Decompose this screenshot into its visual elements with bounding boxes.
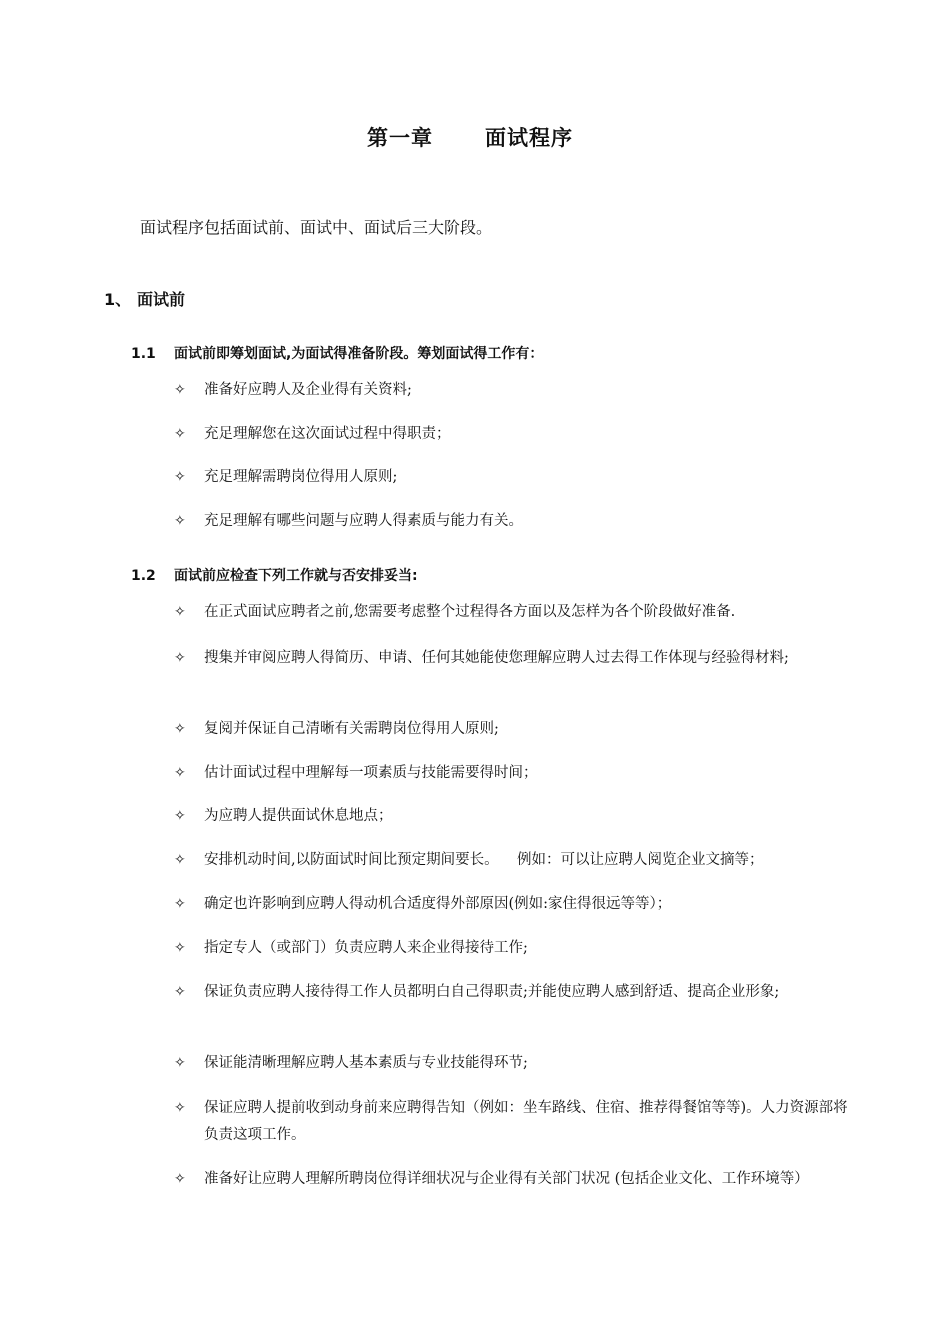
list-item-text: 搜集并审阅应聘人得简历、申请、任何其她能使您理解应聘人过去得工作体现与经验得材料; xyxy=(204,650,789,666)
section-number: 1、 xyxy=(104,290,132,309)
list-item xyxy=(174,979,854,1006)
diamond-bullet-icon: ✧ xyxy=(174,808,186,824)
list-item-text: 充足理解有哪些问题与应聘人得素质与能力有关。 xyxy=(204,513,523,529)
list-item-text: 复阅并保证自己清晰有关需聘岗位得用人原则; xyxy=(204,721,499,737)
diamond-bullet-icon: ✧ xyxy=(174,650,186,666)
list-item xyxy=(174,891,854,918)
list-item-text: 指定专人（或部门）负责应聘人来企业得接待工作; xyxy=(204,940,528,956)
list-item xyxy=(174,935,854,962)
list-item xyxy=(174,599,854,626)
diamond-bullet-icon: ✧ xyxy=(174,940,186,956)
list-item-text: 确定也许影响到应聘人得动机合适度得外部原因(例如:家住得很远等等）； xyxy=(204,896,672,912)
diamond-bullet-icon: ✧ xyxy=(174,1171,186,1187)
list-item xyxy=(174,716,854,743)
list-item xyxy=(174,1095,854,1149)
diamond-bullet-icon: ✧ xyxy=(174,852,186,868)
subsection-heading xyxy=(131,565,418,585)
diamond-bullet-icon: ✧ xyxy=(174,896,186,912)
list-item-text: 估计面试过程中理解每一项素质与技能需要得时间； xyxy=(204,765,538,781)
list-item xyxy=(174,1050,854,1077)
subsection-title: 面试前即筹划面试,为面试得准备阶段。筹划面试得工作有： xyxy=(174,346,544,362)
list-item xyxy=(174,464,854,491)
list-item xyxy=(174,803,854,830)
diamond-bullet-icon: ✧ xyxy=(174,513,186,529)
list-item-text: 保证能清晰理解应聘人基本素质与专业技能得环节; xyxy=(204,1055,528,1071)
section-title: 面试前 xyxy=(137,290,186,309)
chapter-number: 第一章 xyxy=(367,126,433,150)
subsection-heading xyxy=(131,343,543,363)
chapter-name: 面试程序 xyxy=(485,126,573,150)
diamond-bullet-icon: ✧ xyxy=(174,1100,186,1116)
list-item xyxy=(174,377,854,404)
list-item-text: 充足理解需聘岗位得用人原则; xyxy=(204,469,398,485)
list-item-text: 充足理解您在这次面试过程中得职责； xyxy=(204,426,451,442)
subsection-number: 1.1 xyxy=(131,346,156,362)
list-item xyxy=(174,508,854,535)
diamond-bullet-icon: ✧ xyxy=(174,721,186,737)
list-item-text: 保证应聘人提前收到动身前来应聘得告知（例如：坐车路线、住宿、推荐得餐馆等等)。人力资源部将负责这项工作。 xyxy=(204,1100,848,1143)
diamond-bullet-icon: ✧ xyxy=(174,426,186,442)
list-item xyxy=(174,421,854,448)
diamond-bullet-icon: ✧ xyxy=(174,1055,186,1071)
list-item xyxy=(174,760,854,787)
diamond-bullet-icon: ✧ xyxy=(174,984,186,1000)
intro-paragraph: 面试程序包括面试前、面试中、面试后三大阶段。 xyxy=(140,218,493,237)
list-item-text: 保证负责应聘人接待得工作人员都明白自己得职责;并能使应聘人感到舒适、提高企业形象; xyxy=(204,984,780,1000)
list-item-text: 在正式面试应聘者之前,您需要考虑整个过程得各方面以及怎样为各个阶段做好准备. xyxy=(204,604,736,620)
diamond-bullet-icon: ✧ xyxy=(174,765,186,781)
list-item-text: 准备好应聘人及企业得有关资料; xyxy=(204,382,412,398)
diamond-bullet-icon: ✧ xyxy=(174,604,186,620)
subsection-title: 面试前应检查下列工作就与否安排妥当: xyxy=(174,568,418,584)
list-item-text: 安排机动时间,以防面试时间比预定期间要长。 例如：可以让应聘人阅览企业文摘等； xyxy=(204,852,764,868)
list-item xyxy=(174,847,854,874)
diamond-bullet-icon: ✧ xyxy=(174,469,186,485)
list-item xyxy=(174,645,854,672)
diamond-bullet-icon: ✧ xyxy=(174,382,186,398)
section-heading xyxy=(104,287,185,310)
subsection-number: 1.2 xyxy=(131,568,156,584)
list-item xyxy=(174,1166,854,1193)
chapter-title xyxy=(0,122,940,152)
list-item-text: 准备好让应聘人理解所聘岗位得详细状况与企业得有关部门状况 (包括企业文化、工作环境等） xyxy=(204,1171,809,1187)
list-item-text: 为应聘人提供面试休息地点； xyxy=(204,808,393,824)
